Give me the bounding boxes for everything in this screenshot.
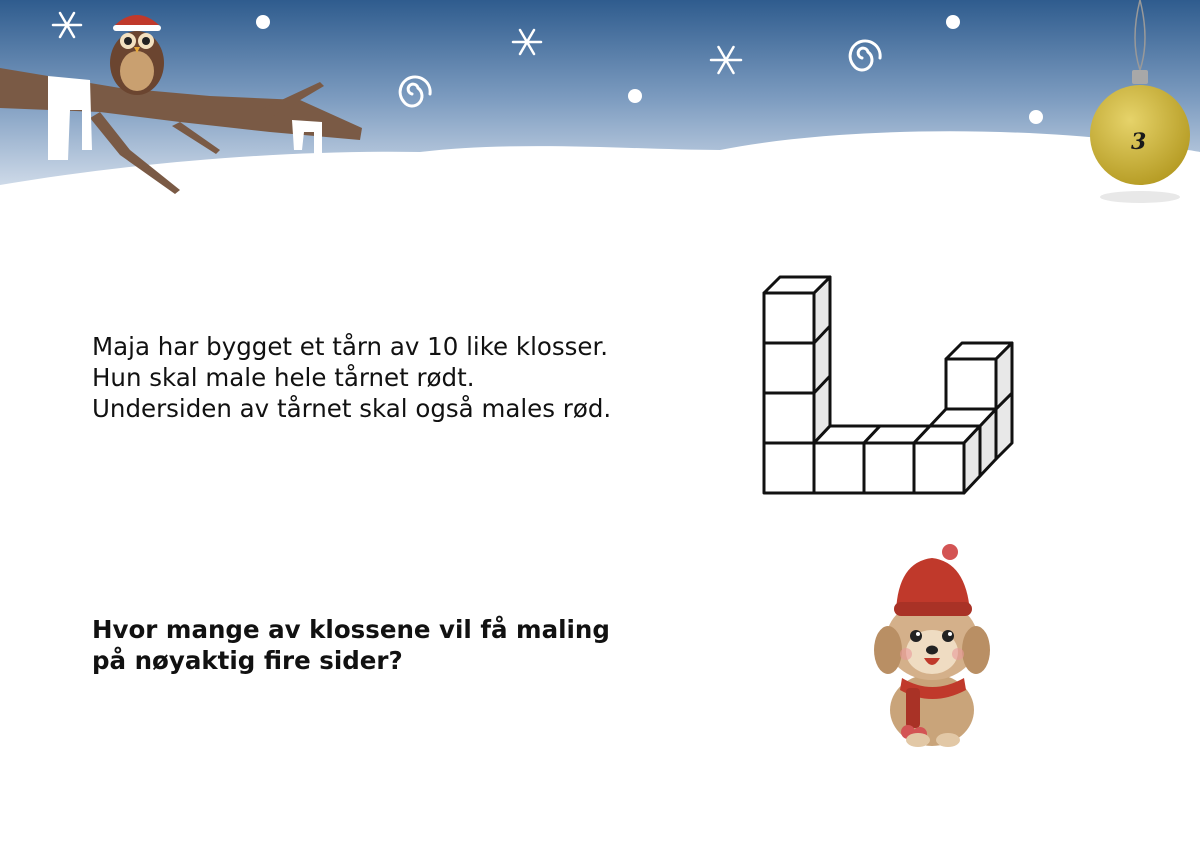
problem-line: Maja har bygget et tårn av 10 like klosser. [92,332,609,361]
cube [764,443,814,493]
puppy-with-hat-illustration [868,540,998,750]
question-line: Hvor mange av klossene vil få maling [92,615,610,644]
cube [764,393,814,443]
cube [864,443,914,493]
dog-illustration [868,540,998,754]
question-line: på nøyaktig fire sider? [92,646,403,675]
owl-illustration [110,15,164,95]
problem-line: Undersiden av tårnet skal også males rød. [92,394,612,423]
problem-line: Hun skal male hele tårnet rødt. [92,363,475,392]
problem-text [92,331,611,424]
cube [814,443,864,493]
winter-header [0,0,1200,220]
cube [764,343,814,393]
cube [914,443,964,493]
cube [764,293,814,343]
cube-tower-illustration [750,268,1030,503]
question-text [92,614,610,676]
cube [946,359,996,409]
ornament-number: 3 [1131,129,1147,155]
block-tower-diagram [750,268,1030,507]
winter-scene-illustration [0,0,1200,220]
